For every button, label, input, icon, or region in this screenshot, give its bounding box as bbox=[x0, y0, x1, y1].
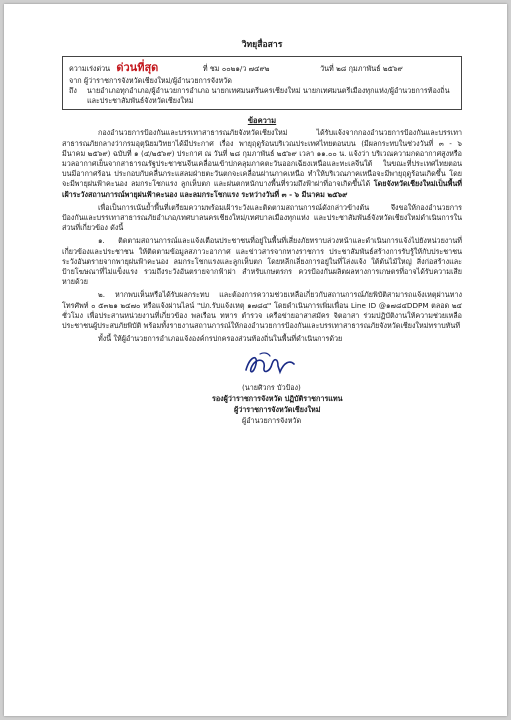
document-title: วิทยุสื่อสาร bbox=[241, 40, 283, 50]
closing-line: ทั้งนี้ ให้ผู้อำนวยการอำเภอแจ้งองค์กรปกครองส่วนท้องถิ่นในพื้นที่ดำเนินการด้วย bbox=[98, 334, 343, 344]
urgency-label: ความเร่งด่วน bbox=[69, 64, 111, 74]
subject-heading: ข้อความ bbox=[247, 116, 277, 126]
signer-position-3: ผู้อำนวยการจังหวัด bbox=[242, 416, 302, 426]
paragraph-1 bbox=[62, 128, 462, 199]
handwritten-signature bbox=[240, 350, 300, 380]
to-line bbox=[69, 86, 455, 106]
to-label: ถึง bbox=[69, 86, 77, 96]
to-text: นายอำเภอทุกอำเภอ/ผู้อำนวยการอำเภอ นายกเทศมนตรีนครเชียงใหม่ นายกเทศมนตรีเมืองทุกแห่ง/ผู้อำนวยการท้องถิ่น และประชาสัมพันธ์จังหวัดเชียงใหม่ bbox=[87, 86, 450, 106]
radio-message-document bbox=[62, 40, 462, 426]
document-ref: ที่ ชม ๐๐๒๑/ว ๗๔๙๒ bbox=[202, 64, 270, 74]
paragraph-2: เพื่อเป็นการเน้นย้ำพื้นที่เตรียมความพร้อมเฝ้าระวังและติดตามสถานการณ์ดังกล่าวข้างต้น จึงขอให้กองอำนวยการป้องกันและบรรเทาสาธารณภัยอำเภอ/เทศบาลนครเชียงใหม่/เทศบาลเมืองทุกแห่ง และประชาสัมพันธ์จังหวัดเชียงใหม่ดำเนินการในส่วนที่เกี่ยวข้อง ดังนี้ bbox=[62, 202, 462, 233]
signature-block bbox=[62, 348, 462, 426]
paragraph-1-bold: โดยจังหวัดเชียงใหม่เป็นพื้นที่เฝ้าระวังสถานการณ์พายุฝนฟ้าคะนอง และลมกระโชกแรง ระหว่างวันที่ ๓ - ๖ มีนาคม ๒๕๖๙ bbox=[62, 179, 462, 199]
signer-position-1: รองผู้ว่าราชการจังหวัด ปฏิบัติราชการแทน bbox=[212, 394, 343, 404]
paragraph-1-text: กองอำนวยการป้องกันและบรรเทาสาธารณภัยจังหวัดเชียงใหม่ ได้รับแจ้งจากกองอำนวยการป้องกันและบรรเทาสาธารณภัยกลางว่ากรมอุตุนิยมวิทยาได้มีประกาศ เรื่อง พายุฤดูร้อนบริเวณประเทศไทยตอนบน (มีผลกระทบในช่วงวันที่ ๓ - ๖ มีนาคม ๒๕๖๙) ฉบับที่ ๑ (๔/๒๕๖๙) ประกาศ ณ วันที่ ๒๘ กุมภาพันธ์ ๒๕๖๙ เวลา ๑๑.๐๐ น. แจ้งว่า บริเวณความกดอากาศสูงหรือมวลอากาศเย็นจากสาธารณรัฐประชาชนจีนเคลื่อนเข้าปกคลุมภาคตะวันออกเฉียงเหนือและทะเลจีนใต้ ในขณะที่ประเทศไทยตอนบนมีอากาศร้อน ประกอบกับคลื่นกระแสลมฝ่ายตะวันตกจะเคลื่อนผ่านภาคเหนือ ทำให้บริเวณภาคเหนือจะมีพายุฤดูร้อนเกิดขึ้น โดยจะมีพายุฝนฟ้าคะนอง ลมกระโชกแรง ลูกเห็บตก และฝนตกหนักบางพื้นที่รวมถึงฟ้าผ่าที่อาจเกิดขึ้นได้ bbox=[62, 128, 462, 189]
from-line: จาก ผู้ว่าราชการจังหวัดเชียงใหม่/ผู้อำนวยการจังหวัด bbox=[69, 76, 232, 86]
document-date: วันที่ ๒๘ กุมภาพันธ์ ๒๕๖๙ bbox=[320, 64, 403, 74]
signer-position-2: ผู้ว่าราชการจังหวัดเชียงใหม่ bbox=[234, 405, 321, 415]
signer-lines bbox=[212, 382, 343, 426]
header-box bbox=[62, 56, 462, 110]
urgency-value: ด่วนที่สุด bbox=[116, 61, 159, 75]
document-page bbox=[4, 4, 507, 716]
urgency-row bbox=[69, 61, 455, 75]
item-2: ๒. หากพบเห็นหรือได้รับผลกระทบ และต้องการความช่วยเหลือเกี่ยวกับสถานการณ์ภัยพิบัติสามารถแจ้งเหตุผ่านทางโทรศัพท์ ๐ ๕๓๒๑ ๒๔๗๐ หรือแจ้งผ่านไลน์ "ปภ.รับแจ้งเหตุ ๑๗๘๔" โดยดำเนินการเพิ่มเพื่อน Line ID @๑๗๘๔DDPM ตลอด ๒๔ ชั่วโมง เพื่อประสานหน่วยงานที่เกี่ยวข้อง พลเรือน ทหาร ตำรวจ เครือข่ายอาสาสมัคร จิตอาสา ร่วมปฏิบัติงานให้ความช่วยเหลือประชาชนผู้ประสบภัยพิบัติ พร้อมทั้งรายงานสถานการณ์ให้กองอำนวยการป้องกันและบรรเทาสาธารณภัยจังหวัดเชียงใหม่ทราบทันที bbox=[62, 290, 462, 331]
signer-name: (นายศิวกร บัวป้อง) bbox=[242, 383, 301, 393]
item-1: ๑. ติดตามสถานการณ์และแจ้งเตือนประชาชนที่อยู่ในพื้นที่เสี่ยงภัยทราบล่วงหน้าและดำเนินการแจ้งไปยังหน่วยงานที่เกี่ยวข้องและประชาชน ให้ติดตามข้อมูลสภาวะอากาศ และข่าวสารจากทางราชการ ประชาสัมพันธ์สร้างการรับรู้ให้กับประชาชน ระวังอันตรายจากพายุฝนฟ้าคะนอง ลมกระโชกแรงและลูกเห็บตก โดยหลีกเลี่ยงการอยู่ในที่โล่งแจ้ง ใต้ต้นไม้ใหญ่ สิ่งก่อสร้างและป้ายโฆษณาที่ไม่แข็งแรง รวมถึงระวังอันตรายจากฟ้าผ่า สำหรับเกษตรกร ควรป้องกันผลิตผลทางการเกษตรที่อาจได้รับความเสียหายด้วย bbox=[62, 236, 462, 287]
